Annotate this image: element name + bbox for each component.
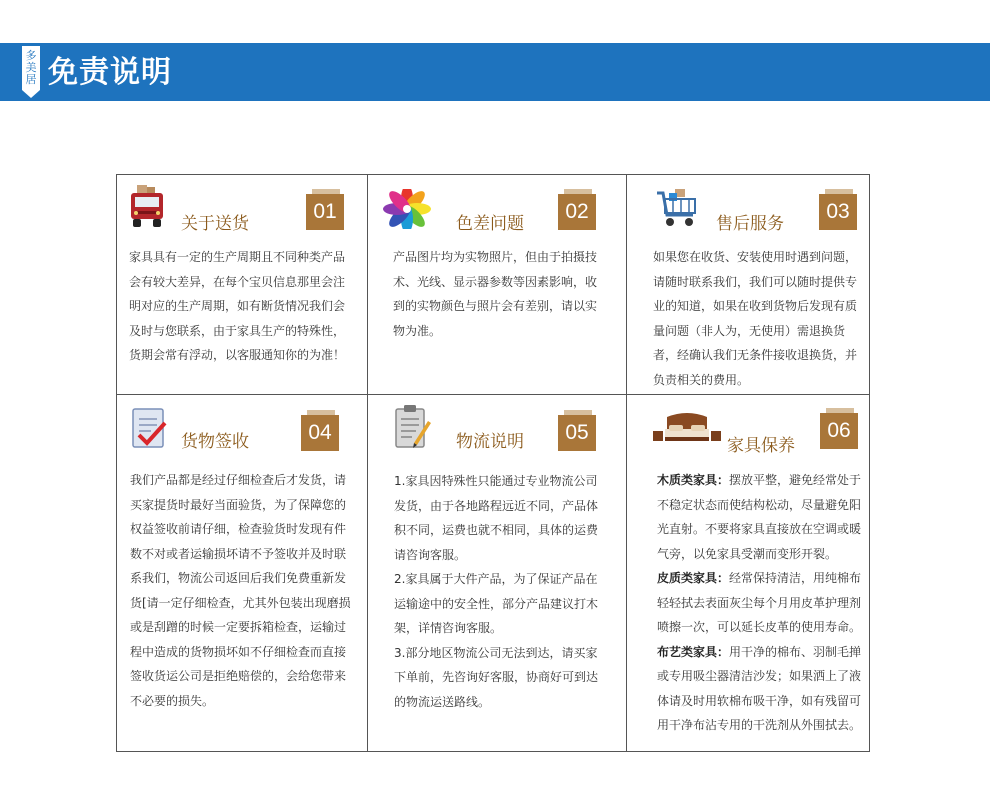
cell-after-sales: [627, 175, 869, 394]
cell-title: 家具保养: [727, 436, 795, 456]
cell-furniture-care: [627, 395, 869, 751]
brand-tag: [22, 46, 40, 90]
care-paragraph-leather: [657, 566, 867, 640]
cell-title: 货物签收: [181, 432, 249, 452]
cell-body: [393, 245, 608, 343]
clipboard-pen-icon: [392, 403, 432, 451]
care-lead: 皮质类家具：: [657, 571, 730, 585]
disclaimer-grid: [116, 174, 870, 752]
shopping-cart-icon: [655, 187, 701, 229]
number-badge: 03: [819, 194, 857, 230]
paragraph: 产品图片均为实物照片，但由于拍摄技术、光线、显示器参数等因素影响，收到的实物颜色与照片会有差别，请以实物为准。: [393, 250, 598, 338]
number-badge: 05: [558, 415, 596, 451]
brand-label: 多美居: [25, 49, 37, 86]
cell-goods-receipt: [117, 395, 367, 751]
cell-title: 色差问题: [456, 214, 524, 234]
page-title: 免责说明: [48, 55, 172, 90]
cell-delivery: [117, 175, 367, 394]
paragraph: 如果您在收货、安装使用时遇到问题，请随时联系我们，我们可以随时提供专业的知道，如果在收到货物后发现有质量问题（非人为，无使用）需退换货者，经确认我们无条件接收退换货，并负责相关的费用。: [653, 250, 858, 387]
color-palette-icon: [382, 189, 432, 229]
number-badge: 02: [558, 194, 596, 230]
cell-logistics: [368, 395, 626, 751]
cell-body: [653, 245, 865, 392]
cell-body: [130, 468, 356, 713]
care-paragraph-fabric: [657, 640, 867, 738]
cell-title: 关于送货: [181, 214, 249, 234]
number-badge: 06: [820, 413, 858, 449]
cell-body: [394, 469, 606, 714]
number-badge: 04: [301, 415, 339, 451]
cell-body: [129, 245, 355, 368]
paragraph: 2.家具属于大件产品，为了保证产品在运输途中的安全性，部分产品建议打木架，详情咨询客服。: [394, 572, 599, 635]
care-lead: 木质类家具：: [657, 473, 730, 487]
paragraph: 1.家具因特殊性只能通过专业物流公司发货，由于各地路程远近不同，产品体积不同，运费也就不相同，具体的运费请咨询客服。: [394, 474, 599, 562]
cell-body: [657, 468, 867, 738]
number-badge: 01: [306, 194, 344, 230]
paragraph: 3.部分地区物流公司无法到达，请买家下单前，先咨询好客服，协商好可到达的物流运送路线。: [394, 645, 599, 709]
care-text: 摆放平整，避免经常处于不稳定状态而使结构松动，尽量避免阳光直射。不要将家具直接放在空调或暖气旁，以免家具受潮而变形开裂。: [657, 473, 862, 561]
care-text: 经常保持清洁，用纯棉布轻轻拭去表面灰尘每个月用皮革护理剂喷擦一次，可以延长皮革的使用寿命。: [657, 571, 862, 634]
care-text: 用干净的棉布、羽制毛掸或专用吸尘器清洁沙发；如果洒上了液体请及时用软棉布吸干净，如有残留可用干净布沾专用的干洗剂从外围拭去。: [657, 644, 862, 732]
cell-title: 售后服务: [716, 214, 784, 234]
cell-title: 物流说明: [456, 432, 524, 452]
cell-color-difference: [368, 175, 626, 394]
checklist-icon: [129, 405, 169, 451]
care-paragraph-wood: [657, 468, 867, 566]
bed-furniture-icon: [651, 411, 723, 447]
delivery-truck-icon: [127, 183, 167, 231]
paragraph: 家具具有一定的生产周期且不同种类产品会有较大差异，在每个宝贝信息那里会注明对应的生产周期，如有断货情况我们会及时与您联系，由于家具生产的特殊性，货期会常有浮动，以客服通知你的为准！: [129, 250, 346, 362]
paragraph: 我们产品都是经过仔细检查后才发货，请买家提货时最好当面验货，为了保障您的权益签收前请仔细，检查验货时发现有件数不对或者运输损坏请不予签收并及时联系我们，物流公司返回后我们免费重新发货[请一定仔细检查，尤其外包装出现磨损或是刮蹭的时候一定要拆箱检查，运输过程中造成的货物损坏如不仔细检查而直接签收货运公司是拒绝赔偿的，会给您带来不必要的损失。: [130, 473, 351, 708]
care-lead: 布艺类家具：: [657, 644, 730, 659]
